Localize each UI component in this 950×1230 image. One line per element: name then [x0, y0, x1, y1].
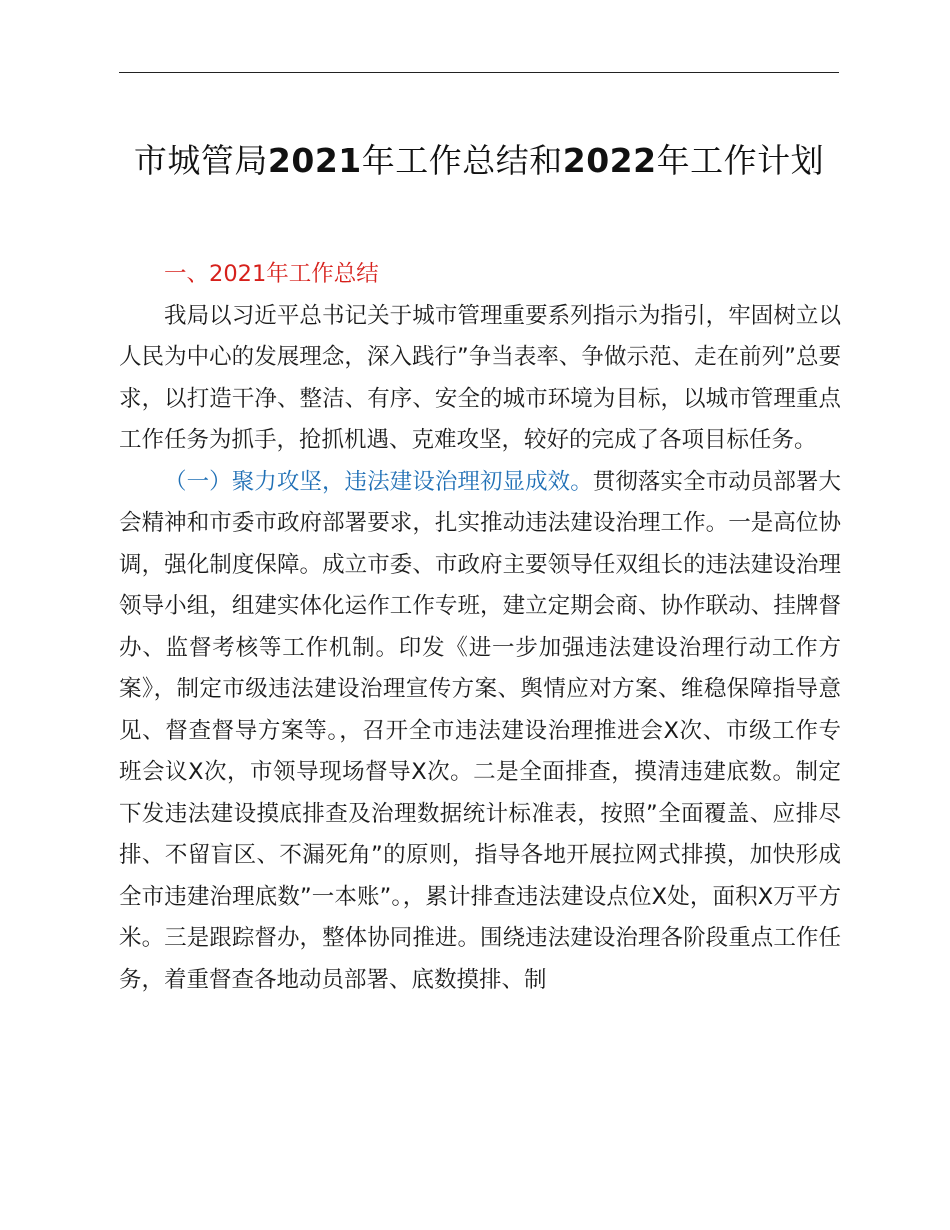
- header-rule: [119, 72, 839, 73]
- subsection-body: 贯彻落实全市动员部署大会精神和市委市政府部署要求，扎实推动违法建设治理工作。一是高位协调，强化制度保障。成立市委、市政府主要领导任双组长的违法建设治理领导小组，组建实体化运作工作专班，建立定期会商、协作联动、挂牌督办、监督考核等工作机制。印发《进一步加强违法建设治理行动工作方案》，制定市级违法建设治理宣传方案、舆情应对方案、维稳保障指导意见、督查督导方案等。，召开全市违法建设治理推进会X次、市级工作专班会议X次，市领导现场督导X次。二是全面排查，摸清违建底数。制定下发违法建设摸底排查及治理数据统计标准表，按照”全面覆盖、应排尽排、不留盲区、不漏死角”的原则，指导各地开展拉网式排摸，加快形成全市违建治理底数”一本账”。，累计排查违法建设点位X处，面积X万平方米。三是跟踪督办，整体协同推进。围绕违法建设治理各阶段重点工作任务，着重督查各地动员部署、底数摸排、制: [119, 468, 841, 993]
- subsection-paragraph: [119, 462, 841, 1002]
- document-body: [119, 254, 841, 1001]
- intro-paragraph: 我局以习近平总书记关于城市管理重要系列指示为指引，牢固树立以人民为中心的发展理念，深入践行”争当表率、争做示范、走在前列”总要求，以打造干净、整洁、有序、安全的城市环境为目标，以城市管理重点工作任务为抓手，抢抓机遇、克难攻坚，较好的完成了各项目标任务。: [119, 302, 841, 453]
- document-title: 市城管局2021年工作总结和2022年工作计划: [133, 141, 825, 180]
- subsection-heading: （一）聚力攻坚，违法建设治理初显成效。: [164, 468, 593, 495]
- section-heading: 一、2021年工作总结: [164, 261, 379, 287]
